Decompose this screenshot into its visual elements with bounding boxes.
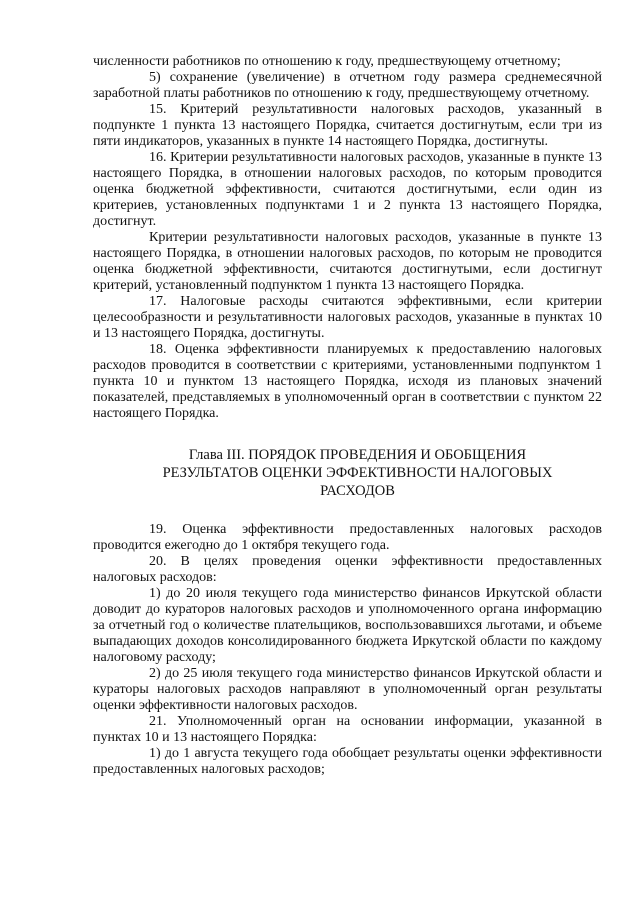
paragraph-21-item-1: 1) до 1 августа текущего года обобщает результаты оценки эффективности предоставленных налоговых расходов; [93, 746, 602, 777]
paragraph-20-item-1: 1) до 20 июля текущего года министерство финансов Иркутской области доводит до кураторов налоговых расходов и уполномоченного органа информацию за отчетный год о количестве плательщиков, воспользовавшихся льготами, и объеме выпадающих доходов консолидированного бюджета Иркутской области по каждому налоговому расходу; [93, 586, 602, 665]
paragraph-15: 15. Критерий результативности налоговых расходов, указанный в подпункте 1 пункта 13 настоящего Порядка, считается достигнутым, если три из пяти индикаторов, указанных в пункте 14 настоящего Порядка, достигнуты. [93, 102, 602, 149]
chapter-heading-line-2: РЕЗУЛЬТАТОВ ОЦЕНКИ ЭФФЕКТИВНОСТИ НАЛОГОВЫХ [162, 465, 553, 481]
paragraph-19: 19. Оценка эффективности предоставленных налоговых расходов проводится ежегодно до 1 октября текущего года. [93, 522, 602, 553]
paragraph-20: 20. В целях проведения оценки эффективности предоставленных налоговых расходов: [93, 554, 602, 585]
paragraph-18: 18. Оценка эффективности планируемых к предоставлению налоговых расходов проводится в соответствии с критериями, установленными подпунктом 1 пункта 10 и пунктом 13 настоящего Порядка, исходя из плановых значений показателей, представляемых в уполномоченный орган в соответствии с пунктом 22 настоящего Порядка. [93, 342, 602, 421]
paragraph-16: 16. Критерии результативности налоговых расходов, указанные в пункте 13 настоящего Порядка, в отношении налоговых расходов, по которым проводится оценка бюджетной эффективности, считаются достигнутыми, если один из критериев, установленных подпунктами 1 и 2 пункта 13 настоящего Порядка, достигнут. [93, 150, 602, 229]
paragraph-continuation: численности работников по отношению к году, предшествующему отчетному; [93, 54, 561, 69]
paragraph-16-continued: Критерии результативности налоговых расходов, указанные в пункте 13 настоящего Порядка, в отношении налоговых расходов, по которым не проводится оценка бюджетной эффективности, считаются достигнутыми, если достигнут критерий, установленный подпунктом 1 пункта 13 настоящего Порядка. [93, 230, 602, 293]
paragraph-21: 21. Уполномоченный орган на основании информации, указанной в пунктах 10 и 13 настоящего Порядка: [93, 714, 602, 745]
chapter-heading-line-1: Глава III. ПОРЯДОК ПРОВЕДЕНИЯ И ОБОБЩЕНИЯ [188, 447, 527, 463]
chapter-heading-line-3: РАСХОДОВ [320, 483, 395, 499]
paragraph-20-item-2: 2) до 25 июля текущего года министерство финансов Иркутской области и кураторы налоговых расходов направляют в уполномоченный орган результаты оценки эффективности налоговых расходов. [93, 666, 602, 713]
paragraph-item-5: 5) сохранение (увеличение) в отчетном году размера среднемесячной заработной платы работников по отношению к году, предшествующему отчетному. [93, 70, 602, 101]
paragraph-17: 17. Налоговые расходы считаются эффективными, если критерии целесообразности и результативности налоговых расходов, указанные в пунктах 10 и 13 настоящего Порядка, достигнуты. [93, 294, 602, 341]
chapter-heading [93, 446, 602, 500]
